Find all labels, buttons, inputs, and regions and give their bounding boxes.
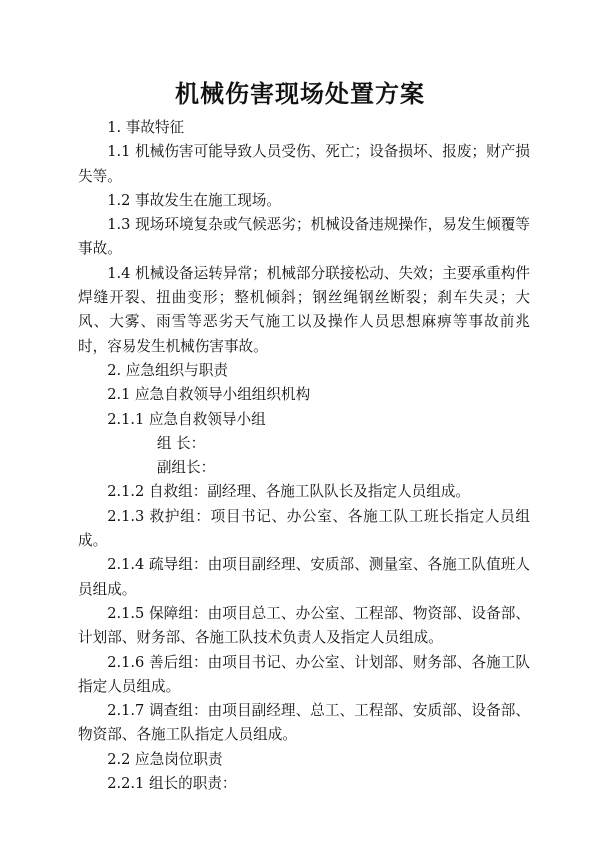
paragraph-2-1-1: 2.1.1 应急自救领导小组 [107,410,266,428]
paragraph-2-1-4: 2.1.4 疏导组：由项目副经理、安质部、测量室、各施工队值班人员组成。 [78,556,530,598]
paragraph-deputy-leader: 副组长： [156,459,216,477]
document-title: 机械伤害现场处置方案 [175,79,425,108]
paragraph-1-1: 1.1 机械伤害可能导致人员受伤、死亡；设备损坏、报废；财产损失等。 [78,143,530,185]
paragraph-2-2: 2.2 应急岗位职责 [107,750,223,768]
paragraph-1-4: 1.4 机械设备运转异常；机械部分联接松动、失效；主要承重构件焊缝开裂、扭曲变形；整机倾斜；钢丝绳钢丝断裂；刹车失灵；大风、大雾、雨雪等恶劣天气施工以及操作人员思想麻痹等事故前兆时，容易发生机械伤害事故。 [78,264,530,355]
paragraph-leader: 组 长： [156,434,206,452]
paragraph-2-1: 2.1 应急自救领导小组组织机构 [107,386,311,404]
paragraph-2-1-2: 2.1.2 自救组：副经理、各施工队队长及指定人员组成。 [107,483,471,501]
paragraph-2-1-6: 2.1.6 善后组：由项目书记、办公室、计划部、财务部、各施工队指定人员组成。 [78,653,530,695]
paragraph-2-1-7: 2.1.7 调查组：由项目副经理、总工、工程部、安质部、设备部、物资部、各施工队指定人员组成。 [78,702,530,744]
paragraph-1-3: 1.3 现场环境复杂或气候恶劣；机械设备违规操作，易发生倾覆等事故。 [78,216,530,258]
paragraph-2-1-5: 2.1.5 保障组：由项目总工、办公室、工程部、物资部、设备部、计划部、财务部、各施工队技术负责人及指定人员组成。 [78,604,530,647]
paragraph-section-2: 2. 应急组织与职责 [107,361,228,379]
document-body [78,116,530,796]
paragraph-2-2-1: 2.2.1 组长的职责： [107,775,237,793]
paragraph-2-1-3: 2.1.3 救护组：项目书记、办公室、各施工队工班长指定人员组成。 [78,507,530,550]
paragraph-1-2: 1.2 事故发生在施工现场。 [107,191,281,209]
paragraph-section-1: 1. 事故特征 [107,119,185,136]
